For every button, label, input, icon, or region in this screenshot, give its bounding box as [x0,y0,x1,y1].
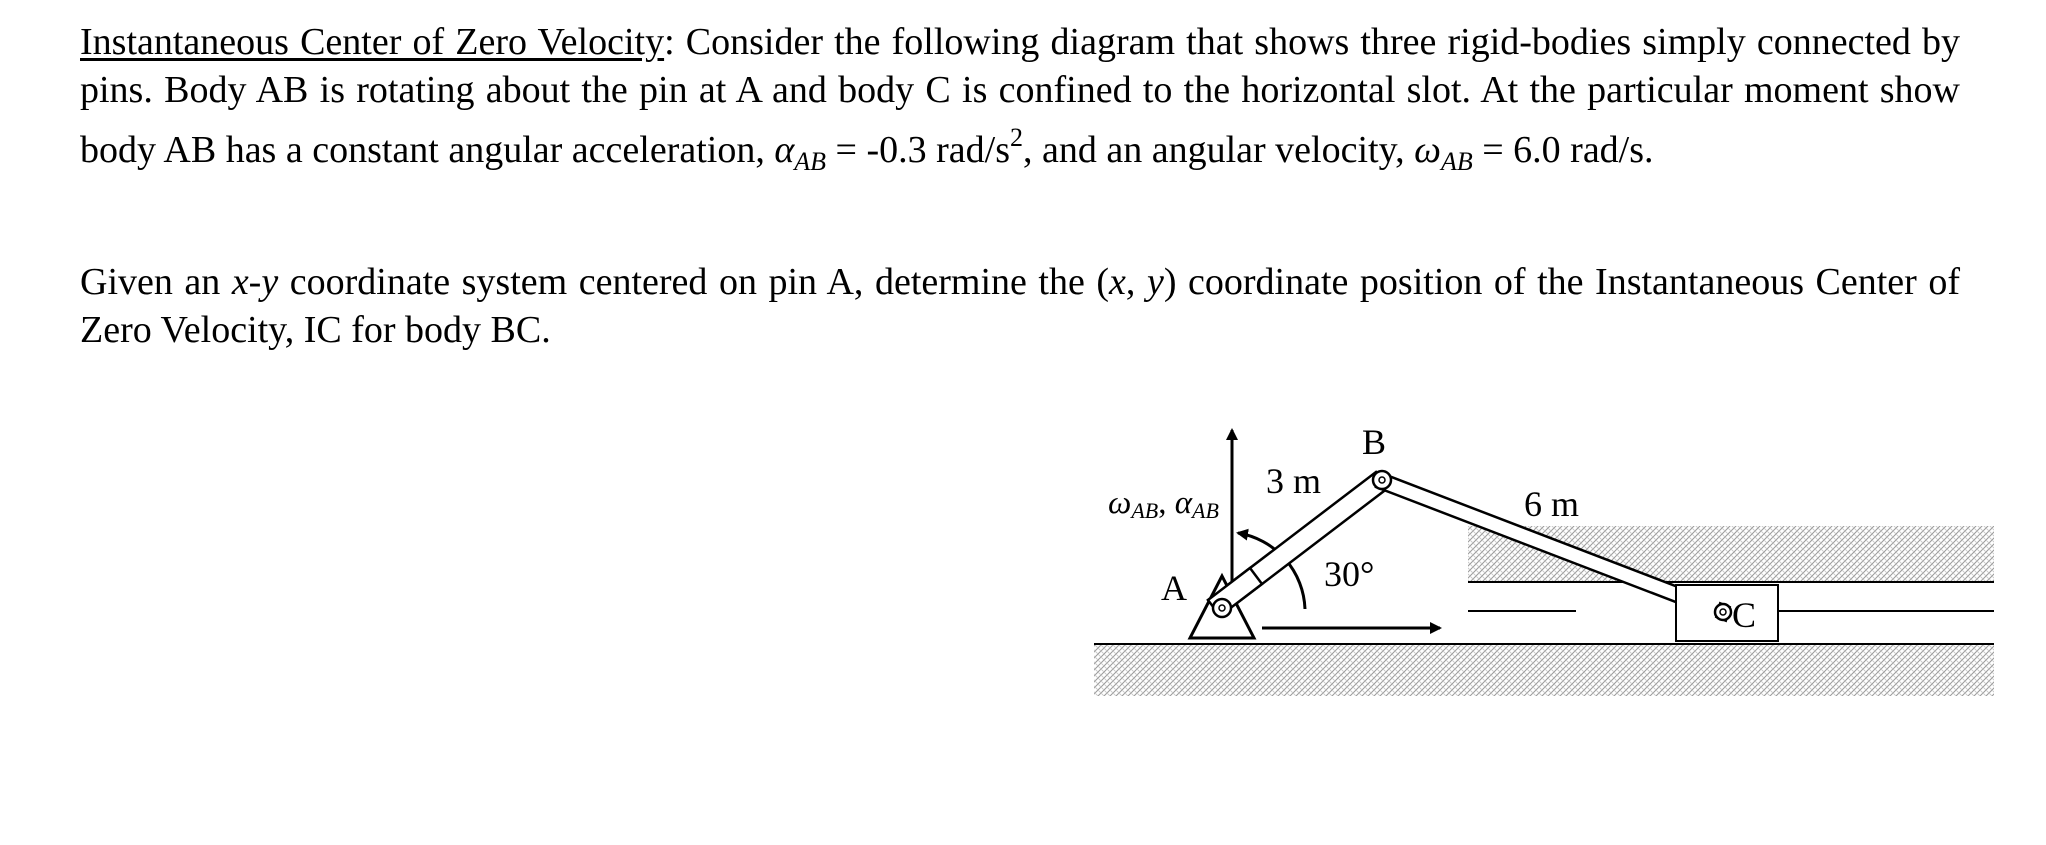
omega-alpha-sep: , [1158,485,1175,521]
problem-text-2c: ) coordinate position of the Instantaneous Center of Zero Velocity, IC for body BC. [80,261,1961,351]
pin-B-center [1379,477,1385,483]
alpha-symbol: α [774,129,795,171]
omega-value: = 6.0 rad/s. [1472,129,1654,171]
problem-text-2b: coordinate system centered on pin A, determine the ( [278,261,1110,303]
label-A: A [1161,568,1187,608]
y-var: y [1146,261,1164,303]
alpha-exponent: 2 [1010,123,1023,152]
alpha-glyph-sub: AB [1192,498,1219,523]
omega-glyph-sub: AB [1131,498,1159,523]
omega-glyph: ω [1108,485,1132,521]
ground-hatch [1094,644,1994,696]
problem-title: Instantaneous Center of Zero Velocity [80,21,665,63]
problem-text-1b: , and an angular velocity, [1023,129,1415,171]
alpha-subscript: AB [794,147,827,176]
label-B: B [1362,422,1387,462]
alpha-value: = -0.3 rad/s [826,129,1010,171]
label-AB-length: 3 m [1266,461,1322,501]
pin-C-center [1720,609,1726,615]
label-BC-length: 6 m [1524,484,1580,524]
label-angle: 30° [1324,554,1375,594]
alpha-glyph: α [1174,485,1193,521]
omega-subscript: AB [1440,147,1473,176]
comma: , [1125,261,1147,303]
problem-text-1a: : Consider the following diagram that shows three rigid-bodies simply connected by pins. Body AB is rotating about the pin at A and body C is confined to the horizontal slot. At the particular moment show body AB has a constant angular acceleration, [80,21,1960,171]
x-var: x [1109,261,1126,303]
label-omega-alpha [1108,485,1219,523]
problem-text-2a: Given an [80,261,232,303]
label-C: C [1732,595,1757,635]
xy-label: x-y [231,261,279,303]
pin-A-center [1219,605,1225,611]
slot-hatch [1468,526,1994,582]
omega-symbol: ω [1414,129,1441,171]
